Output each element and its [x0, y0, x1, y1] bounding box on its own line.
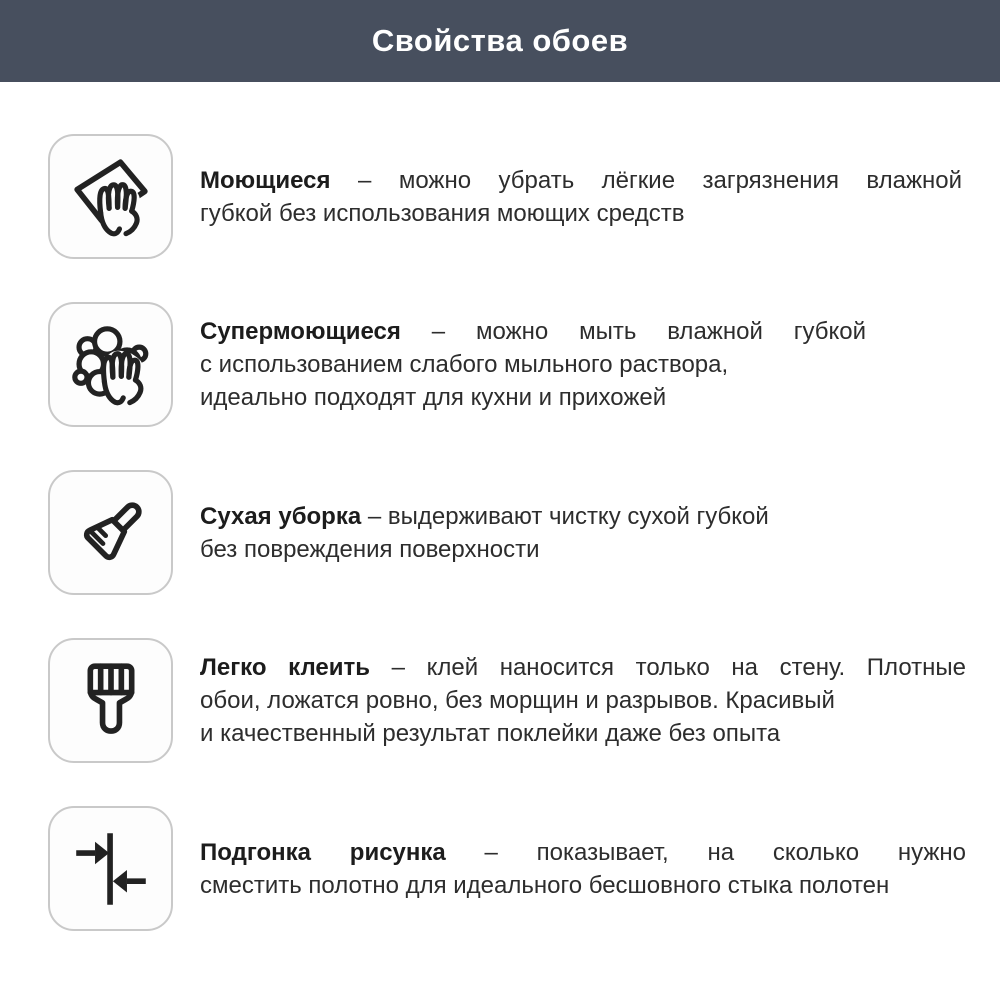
feature-row-pattern-match — [48, 806, 1000, 931]
feature-separator: – — [484, 838, 498, 866]
soap-bubbles-hand-icon — [64, 318, 158, 412]
feature-text — [200, 836, 966, 902]
feature-line: с использованием слабого мыльного раствора, — [200, 351, 729, 378]
feature-icon-box — [48, 302, 173, 427]
feature-row-dry-cleaning — [48, 470, 1000, 595]
feature-separator: – — [367, 502, 382, 530]
pattern-match-icon — [64, 822, 158, 916]
feature-separator: – — [391, 654, 405, 681]
feature-icon-box — [48, 806, 173, 931]
feature-line — [200, 315, 866, 348]
feature-term: Супермоющиеся — [200, 318, 401, 345]
feature-term: Моющиеся — [200, 166, 331, 194]
feature-line: обои, ложатся ровно, без морщин и разрывов. Красивый — [200, 687, 835, 714]
feature-line: и качественный результат поклейки даже без опыта — [200, 720, 781, 747]
feature-description: клей наносится только на стену. Плотные — [426, 654, 966, 681]
feature-line: сместить полотно для идеального бесшовного стыка полотен — [200, 871, 890, 899]
feature-description: выдерживают чистку сухой губкой — [387, 502, 769, 530]
header-bar — [0, 0, 1000, 82]
feature-row-super-washable — [48, 302, 1000, 427]
paintbrush-icon — [64, 654, 158, 748]
dry-brush-icon — [64, 486, 158, 580]
feature-icon-box — [48, 638, 173, 763]
feature-line — [200, 164, 962, 197]
feature-icon-box — [48, 134, 173, 259]
feature-description: можно мыть влажной губкой — [476, 318, 867, 345]
feature-line: губкой без использования моющих средств — [200, 199, 685, 227]
feature-text — [200, 500, 900, 566]
feature-description: показывает, на сколько нужно — [536, 838, 966, 866]
feature-line — [200, 500, 900, 533]
wipe-hand-icon — [64, 150, 158, 244]
feature-separator: – — [431, 318, 446, 345]
feature-term: Подгонка рисунка — [200, 838, 446, 866]
feature-row-washable — [48, 134, 1000, 259]
page-title: Свойства обоев — [371, 23, 629, 58]
feature-text — [200, 315, 866, 414]
features-list — [0, 82, 1000, 931]
feature-line — [200, 651, 966, 684]
feature-text — [200, 651, 966, 750]
feature-term: Легко клеить — [200, 654, 370, 681]
feature-separator: – — [358, 166, 372, 194]
feature-line: идеально подходят для кухни и прихожей — [200, 384, 667, 411]
feature-line — [200, 836, 966, 869]
feature-text — [200, 164, 962, 230]
feature-icon-box — [48, 470, 173, 595]
feature-description: можно убрать лёгкие загрязнения влажной — [398, 166, 963, 194]
feature-line: без повреждения поверхности — [200, 535, 540, 563]
feature-term: Сухая уборка — [200, 502, 362, 530]
feature-row-easy-gluing — [48, 638, 1000, 763]
